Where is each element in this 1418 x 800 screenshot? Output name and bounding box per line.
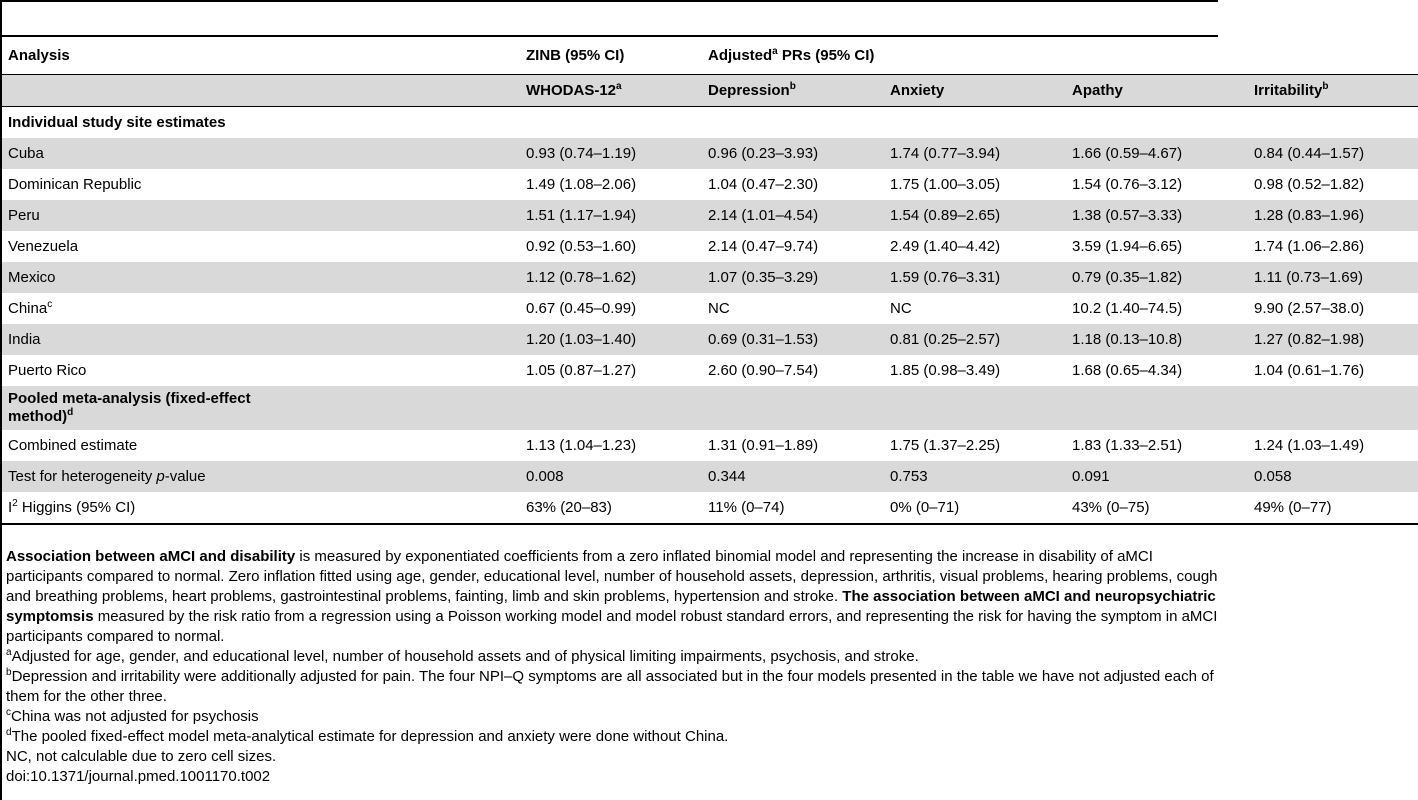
- site-name: Mexico: [2, 262, 520, 293]
- analysis-header: Analysis: [8, 46, 70, 64]
- site-name: Venezuela: [8, 237, 79, 255]
- header-row-2: [2, 75, 1418, 107]
- site-name: China$^c$: [8, 298, 53, 317]
- table-cell: 63% (20–83): [520, 492, 702, 524]
- table-row: [2, 231, 1418, 262]
- table-cell: 1.85 (0.98–3.49): [890, 361, 1001, 379]
- table-cell: 1.66 (0.59–4.67): [1066, 138, 1248, 169]
- table-cell: 1.74 (0.77–3.94): [884, 138, 1066, 169]
- section-label: Pooled meta-analysis (fixed-effect method)$^d$: [2, 386, 520, 430]
- table-cell: 0.92 (0.53–1.60): [526, 237, 637, 255]
- table-cell: 3.59 (1.94–6.65): [1072, 237, 1183, 255]
- table-cell: 0.93 (0.74–1.19): [520, 138, 702, 169]
- table-cell: 1.31 (0.91–1.89): [708, 436, 819, 454]
- table-cell: 2.14 (0.47–9.74): [708, 237, 819, 255]
- site-name: India: [2, 324, 520, 355]
- site-name: Peru: [2, 200, 520, 231]
- apathy-header: Apathy: [1066, 75, 1248, 107]
- anxiety-header: Anxiety: [884, 75, 1066, 107]
- header-row-1: [2, 37, 1418, 75]
- table-row: [2, 169, 1418, 200]
- table-row: [2, 262, 1418, 293]
- footnote-c: $^c$China was not adjusted for psychosis: [6, 707, 259, 725]
- site-name: Cuba: [2, 138, 520, 169]
- table-cell: 1.74 (1.06–2.86): [1254, 237, 1365, 255]
- table-cell: 10.2 (1.40–74.5): [1072, 299, 1183, 317]
- zinb-header: ZINB (95% CI): [520, 37, 702, 75]
- table-cell: 0% (0–71): [884, 492, 1066, 524]
- table-cell: 1.18 (0.13–10.8): [1066, 324, 1248, 355]
- table-cell: 1.54 (0.89–2.65): [884, 200, 1066, 231]
- table-cell: 1.07 (0.35–3.29): [702, 262, 884, 293]
- table-cell: 1.13 (1.04–1.23): [526, 436, 637, 454]
- footnote-d: $^d$The pooled fixed-effect model meta-analytical estimate for depression and anxiety were done without China.: [6, 727, 729, 745]
- table-cell: 2.60 (0.90–7.54): [708, 361, 819, 379]
- site-name: Dominican Republic: [8, 175, 142, 193]
- footnote-a: $^a$Adjusted for age, gender, and educational level, number of household assets and of physical limiting impairments, psychosis, and stroke.: [6, 647, 919, 665]
- table-cell: 1.28 (0.83–1.96): [1248, 200, 1418, 231]
- table-cell: 1.20 (1.03–1.40): [520, 324, 702, 355]
- table-cell: 0.98 (0.52–1.82): [1254, 175, 1365, 193]
- top-rule: [0, 0, 1218, 2]
- table-cell: 1.75 (1.00–3.05): [890, 175, 1001, 193]
- table-cell: 0.69 (0.31–1.53): [702, 324, 884, 355]
- adjusted-prs-header: Adjusted$^a$ PRs (95% CI): [702, 37, 1418, 75]
- whodas-header: WHODAS-12$^a$: [520, 75, 702, 107]
- row-label: Test for heterogeneity p-value: [2, 461, 520, 492]
- table-cell: 0.344: [702, 461, 884, 492]
- irritability-header: Irritability$^b$: [1248, 75, 1418, 107]
- table-cell: NC: [890, 299, 912, 317]
- table-cell: 1.27 (0.82–1.98): [1248, 324, 1418, 355]
- table-cell: 0.84 (0.44–1.57): [1248, 138, 1418, 169]
- table-row: [2, 324, 1418, 355]
- table-cell: 1.51 (1.17–1.94): [520, 200, 702, 231]
- table-row: [2, 293, 1418, 324]
- row-label: Combined estimate: [8, 436, 138, 454]
- header-blank: [2, 75, 520, 107]
- table-row: [2, 138, 1418, 169]
- table-cell: 0.091: [1066, 461, 1248, 492]
- table-cell: 1.38 (0.57–3.33): [1066, 200, 1248, 231]
- section-individual: [2, 107, 1418, 139]
- table-row: [2, 355, 1418, 386]
- footnote-nc: NC, not calculable due to zero cell sizes.: [6, 748, 277, 765]
- table-cell: 1.04 (0.47–2.30): [708, 175, 819, 193]
- table-cell: 2.49 (1.40–4.42): [890, 237, 1001, 255]
- table-cell: 0.058: [1248, 461, 1418, 492]
- site-name: Puerto Rico: [8, 361, 87, 379]
- table-cell: 0.67 (0.45–0.99): [526, 299, 637, 317]
- table-cell: 49% (0–77): [1248, 492, 1418, 524]
- table-row: [2, 461, 1418, 492]
- table-cell: 0.81 (0.25–2.57): [884, 324, 1066, 355]
- table-cell: 1.75 (1.37–2.25): [890, 436, 1001, 454]
- table-cell: 0.753: [884, 461, 1066, 492]
- section-label: Individual study site estimates: [8, 113, 226, 131]
- table-cell: 0.008: [520, 461, 702, 492]
- table-cell: 0.96 (0.23–3.93): [702, 138, 884, 169]
- table-cell: 2.14 (1.01–4.54): [702, 200, 884, 231]
- table-cell: 9.90 (2.57–38.0): [1254, 299, 1365, 317]
- table-cell: 0.79 (0.35–1.82): [1066, 262, 1248, 293]
- table-cell: 1.24 (1.03–1.49): [1254, 436, 1365, 454]
- table-cell: 1.12 (0.78–1.62): [520, 262, 702, 293]
- table-row: [2, 430, 1418, 461]
- table-cell: 1.04 (0.61–1.76): [1254, 361, 1365, 379]
- results-table: [2, 37, 1418, 525]
- table-cell: 1.49 (1.08–2.06): [526, 175, 637, 193]
- table-cell: NC: [708, 299, 730, 317]
- table-cell: 1.11 (0.73–1.69): [1248, 262, 1418, 293]
- table-legend: Association between aMCI and disability is measured by exponentiated coefficients from a zero inflated binomial model and representing the increase in disability of aMCI participants compared to normal. Zero inflation fitted using age, gender, educational level, number of household assets, depression, arthritis, visual problems, hearing problems, cough and breathing problems, heart problems, gastrointestinal problems, fainting, limb and skin problems, hypertension and stroke. The association between aMCI and neuropsychiatric symptomsis measured by the risk ratio from a regression using a Poisson working model and model robust standard errors, and representing the risk for having the symptom in aMCI participants compared to normal.: [6, 548, 1218, 645]
- table-cell: 1.68 (0.65–4.34): [1072, 361, 1183, 379]
- table-footnotes: [6, 547, 1218, 787]
- table-row: [2, 200, 1418, 231]
- section-pooled: [2, 386, 1418, 430]
- table-row: [2, 492, 1418, 524]
- doi-link[interactable]: doi:10.1371/journal.pmed.1001170.t002: [6, 768, 271, 785]
- depression-header: Depression$^b$: [702, 75, 884, 107]
- table-cell: 1.05 (0.87–1.27): [526, 361, 637, 379]
- table-cell: 43% (0–75): [1066, 492, 1248, 524]
- table-cell: 1.59 (0.76–3.31): [884, 262, 1066, 293]
- table-cell: 1.83 (1.33–2.51): [1072, 436, 1183, 454]
- table-cell: 11% (0–74): [702, 492, 884, 524]
- row-label: $I^2$ Higgins (95% CI): [2, 492, 520, 524]
- footnote-b: $^b$Depression and irritability were additionally adjusted for pain. The four NPI–Q symptoms are all associated but in the four models presented in the table we have not adjusted each of them for the other three.: [6, 667, 1214, 705]
- table-cell: 1.54 (0.76–3.12): [1072, 175, 1183, 193]
